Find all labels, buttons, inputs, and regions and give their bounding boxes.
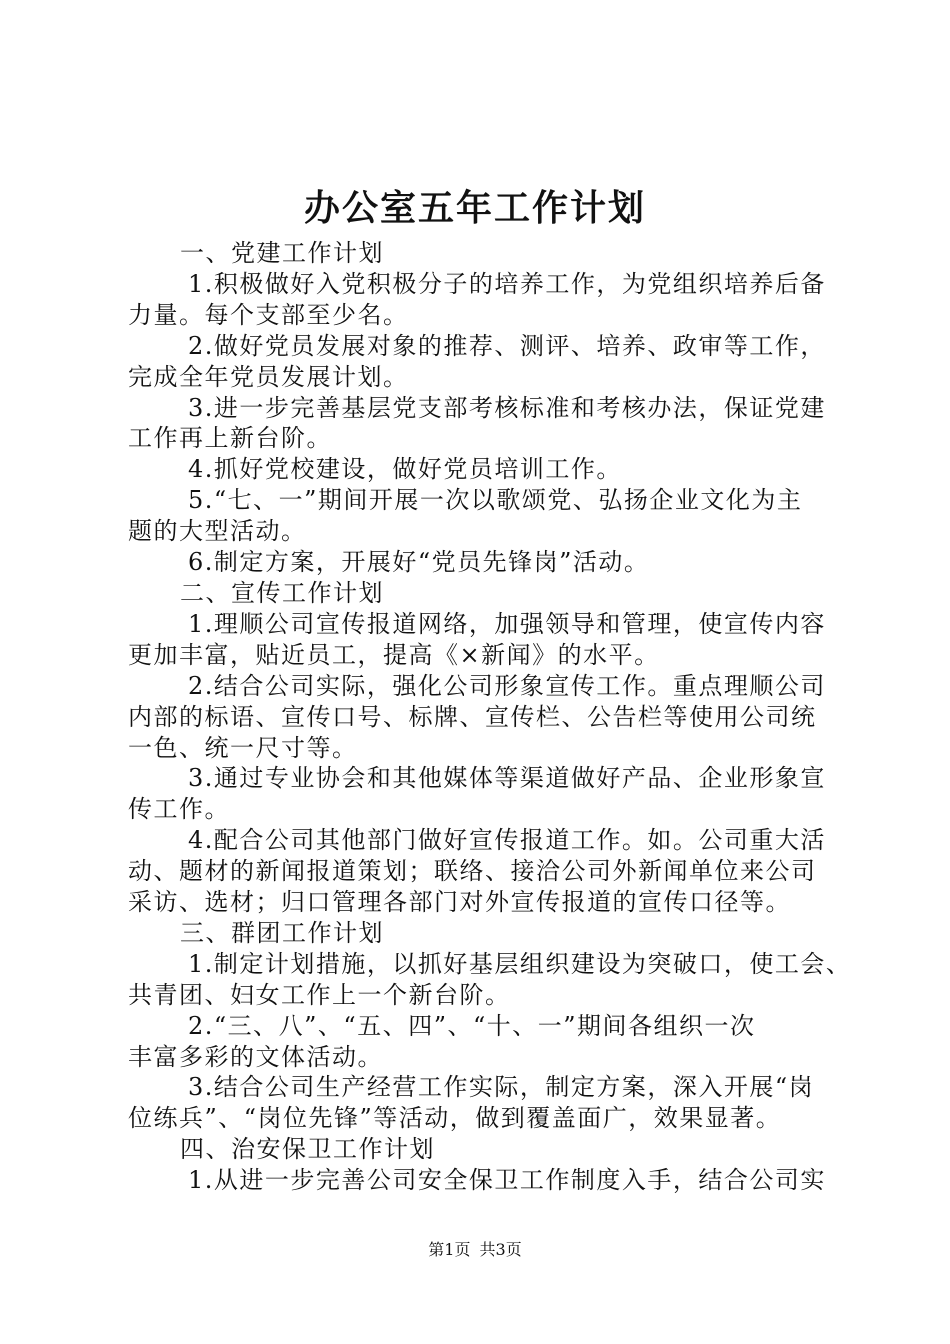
- paragraph-line: 丰富多彩的文体活动。: [128, 1042, 383, 1071]
- paragraph-line: 工作再上新台阶。: [128, 424, 332, 453]
- paragraph-line: 5.“七、一”期间开展一次以歌颂党、弘扬企业文化为主: [188, 486, 803, 515]
- paragraph-line: 3.通过专业协会和其他媒体等渠道做好产品、企业形象宣: [188, 764, 826, 793]
- paragraph-line: 3.结合公司生产经营工作实际，制定方案，深入开展“岗: [188, 1073, 815, 1102]
- paragraph-line: 3.进一步完善基层党支部考核标准和考核办法，保证党建: [188, 393, 826, 422]
- paragraph-line: 传工作。: [128, 795, 230, 824]
- section-heading: 三、群团工作计划: [180, 918, 384, 947]
- paragraph-line: 动、题材的新闻报道策划；联络、接洽公司外新闻单位来公司: [128, 857, 817, 886]
- paragraph-line: 共青团、妇女工作上一个新台阶。: [128, 980, 511, 1009]
- paragraph-line: 1.制定计划措施，以抓好基层组织建设为突破口，使工会、: [188, 949, 852, 978]
- document-title: 办公室五年工作计划: [303, 187, 646, 229]
- paragraph-line: 一色、统一尺寸等。: [128, 733, 358, 762]
- paragraph-line: 1.从进一步完善公司安全保卫工作制度入手，结合公司实: [188, 1166, 826, 1195]
- paragraph-line: 位练兵”、“岗位先锋”等活动，做到覆盖面广，效果显著。: [128, 1104, 782, 1133]
- paragraph-line: 4.配合公司其他部门做好宣传报道工作。如。公司重大活: [188, 826, 826, 855]
- section-heading: 一、党建工作计划: [180, 239, 384, 267]
- paragraph-line: 完成全年党员发展计划。: [128, 362, 409, 391]
- paragraph-line: 1.理顺公司宣传报道网络，加强领导和管理，使宣传内容: [188, 609, 826, 638]
- paragraph-line: 2.结合公司实际，强化公司形象宣传工作。重点理顺公司: [188, 671, 826, 700]
- document-body: [128, 238, 852, 1196]
- paragraph-line: 内部的标语、宣传口号、标牌、宣传栏、公告栏等使用公司统: [128, 702, 817, 731]
- paragraph-line: 2.“三、八”、“五、四”、“十、一”期间各组织一次: [188, 1011, 756, 1040]
- page-footer: [0, 1240, 950, 1260]
- page-number: 第1页: [428, 1240, 471, 1259]
- paragraph-line: 采访、选材；归口管理各部门对外宣传报道的宣传口径等。: [128, 888, 791, 917]
- paragraph-line: 力量。每个支部至少名。: [128, 300, 409, 329]
- paragraph-line: 更加丰富，贴近员工，提高《×新闻》的水平。: [128, 640, 660, 669]
- page-total: 共3页: [479, 1240, 522, 1259]
- paragraph-line: 题的大型活动。: [128, 517, 307, 546]
- paragraph-line: 4.抓好党校建设，做好党员培训工作。: [188, 455, 622, 484]
- paragraph-line: 2.做好党员发展对象的推荐、测评、培养、政审等工作，: [188, 331, 826, 360]
- paragraph-line: 6.制定方案，开展好“党员先锋岗”活动。: [188, 548, 650, 577]
- paragraph-line: 1.积极做好入党积极分子的培养工作，为党组织培养后备: [188, 269, 826, 298]
- section-heading: 二、宣传工作计划: [180, 578, 384, 607]
- section-heading: 四、治安保卫工作计划: [180, 1135, 435, 1164]
